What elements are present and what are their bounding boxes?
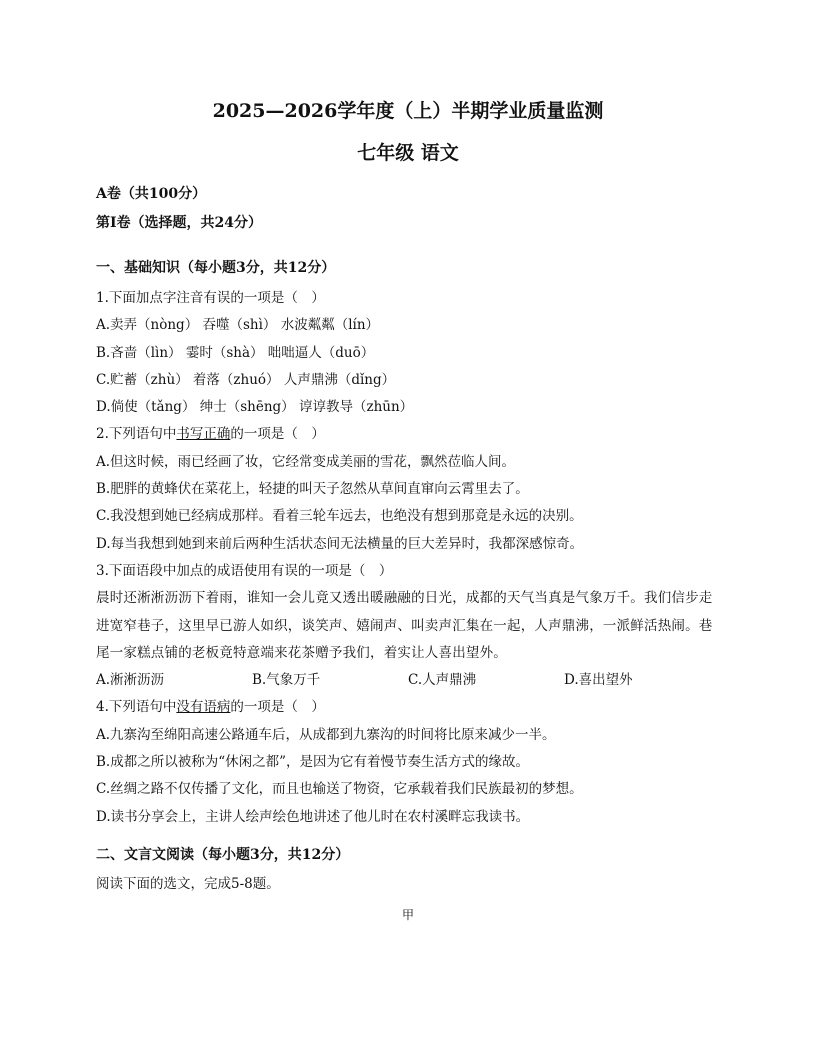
question-3-option-a: A.淅淅沥沥 — [96, 672, 165, 689]
passage-label: 甲 — [401, 907, 414, 922]
question-4-option-b: B.成都之所以被称为“休闲之都”，是因为它有着慢节奏生活方式的缘故。 — [96, 754, 530, 771]
part-1-heading: 第Ⅰ卷（选择题，共24分） — [96, 215, 263, 231]
question-2-option-b: B.肥胖的黄蜂伏在菜花上，轻捷的叫天子忽然从草间直窜向云霄里去了。 — [96, 481, 529, 498]
section-2-heading: 二、文言文阅读（每小题3分，共12分） — [96, 846, 350, 863]
question-3-stem: 3.下面语段中加点的成语使用有误的一项是（ ） — [96, 562, 393, 579]
question-3-option-d: D.喜出望外 — [564, 672, 633, 689]
question-2-option-c: C.我没想到她已经病成那样。看着三轮车远去，也绝没有想到那竟是永远的决别。 — [96, 508, 583, 525]
question-2-option-a: A.但这时候，雨已经画了妆，它经常变成美丽的雪花，飘然莅临人间。 — [96, 453, 516, 470]
question-4-option-a: A.九寨沟至绵阳高速公路通车后，从成都到九寨沟的时间将比原来减少一半。 — [96, 726, 556, 743]
question-1-option-a: A.卖弄（nòng） 吞噬（shì） 水波粼粼（lín） — [96, 317, 380, 334]
question-2-stem-before: 2.下列语句中 — [96, 426, 177, 443]
section-1-heading: 一、基础知识（每小题3分，共12分） — [96, 260, 336, 276]
question-4-stem-after: 的一项是（ ） — [230, 699, 325, 716]
question-3-option-b: B.气象万千 — [252, 672, 321, 689]
question-1-stem: 1.下面加点字注音有误的一项是（ ） — [96, 290, 325, 306]
reading-intro: 阅读下面的选文，完成5-8题。 — [96, 875, 280, 892]
question-2-stem-after: 的一项是（ ） — [230, 426, 325, 443]
question-4-stem-emphasis: 没有语病 — [176, 699, 231, 716]
question-1-option-d: D.倘使（tǎng） 绅士（shēng） 谆谆教导（zhūn） — [96, 399, 414, 416]
question-4-stem — [96, 694, 720, 721]
question-4-stem-before: 4.下列语句中 — [96, 699, 177, 716]
question-3-options — [96, 667, 720, 694]
section-a-heading: A卷（共100分） — [96, 186, 207, 202]
exam-title: 2025—2026学年度（上）半期学业质量监测 — [212, 100, 604, 122]
question-4-option-d: D.读书分享会上，主讲人绘声绘色地讲述了他儿时在农村溪畔忘我读书。 — [96, 808, 530, 825]
question-2-stem-emphasis: 书写正确 — [176, 426, 231, 443]
question-3-passage: 晨时还淅淅沥沥下着雨，谁知一会儿竟又透出暖融融的日光，成都的天气当真是气象万千。我们信步走进宽窄巷子，这里早已游人如织，谈笑声、嬉闹声、叫卖声汇集在一起，人声鼎沸，一派鲜活热闹。巷尾一家糕点铺的老板竟特意端来花茶赠予我们，着实让人喜出望外。 — [96, 590, 713, 661]
question-4-option-c: C.丝绸之路不仅传播了文化，而且也输送了物资，它承载着我们民族最初的梦想。 — [96, 781, 583, 798]
question-3-option-c: C.人声鼎沸 — [408, 672, 477, 689]
question-1-option-c: C.贮蓄（zhù） 着落（zhuó） 人声鼎沸（dǐng） — [96, 371, 396, 388]
question-1-option-b: B.吝啬（lìn） 霎时（shà） 咄咄逼人（duō） — [96, 344, 375, 361]
question-2-option-d: D.每当我想到她到来前后两种生活状态间无法横量的巨大差异时，我都深感惊奇。 — [96, 535, 584, 552]
question-2-stem — [96, 421, 720, 448]
exam-subtitle: 七年级 语文 — [357, 142, 459, 164]
